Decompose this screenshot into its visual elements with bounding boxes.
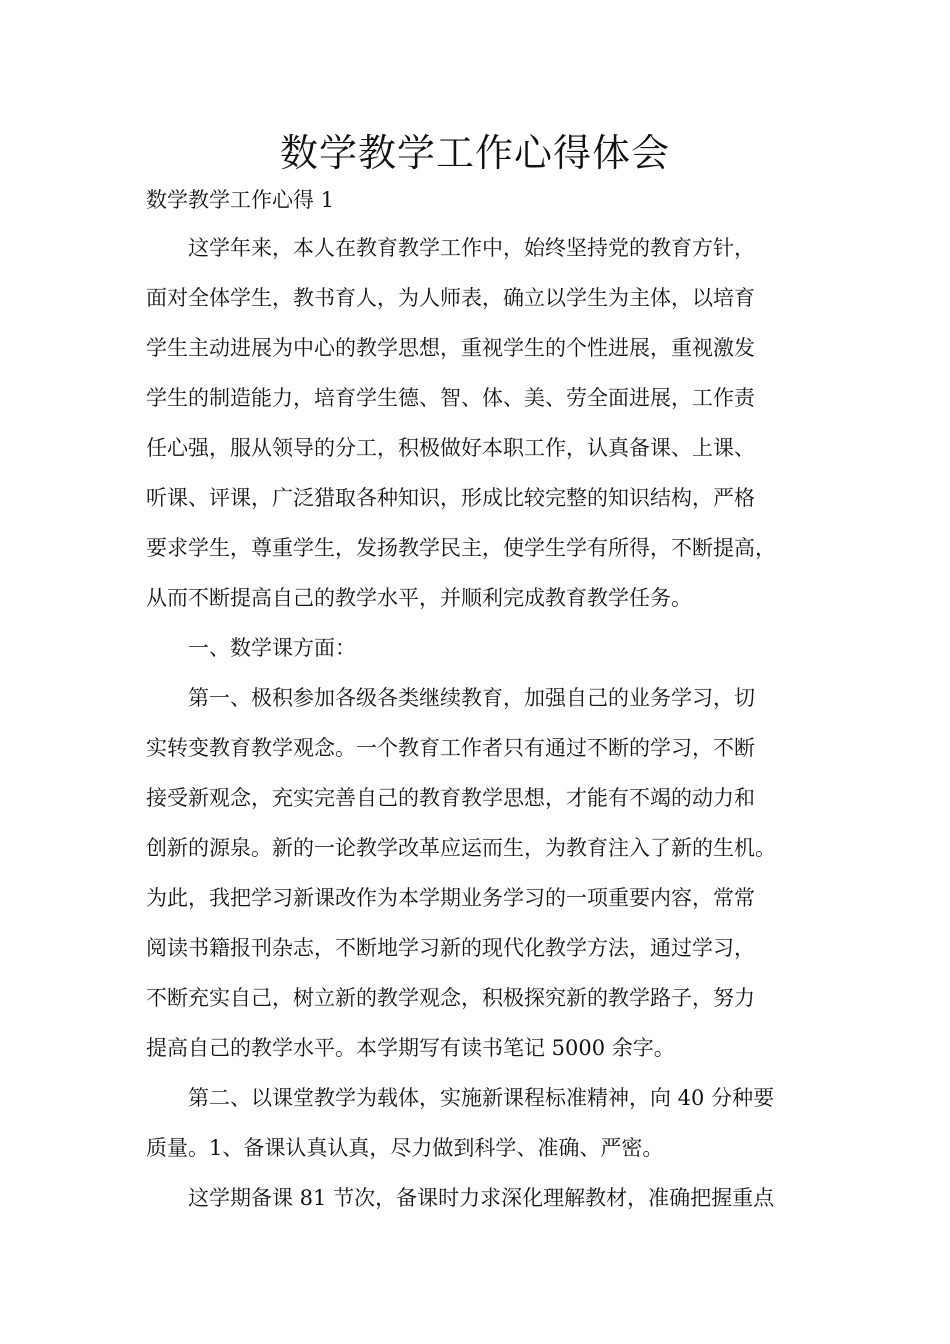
text-line: 质量。1、备课认真认真，尽力做到科学、准确、严密。 <box>146 1136 664 1160</box>
text-line: 学生的制造能力，培育学生德、智、体、美、劳全面进展，工作责 <box>146 386 755 410</box>
text-line: 这学期备课 81 节次，备课时力求深化理解教材，准确把握重点 <box>188 1186 775 1210</box>
text-line: 实转变教育教学观念。一个教育工作者只有通过不断的学习，不断 <box>146 736 755 760</box>
text-line: 任心强，服从领导的分工，积极做好本职工作，认真备课、上课、 <box>146 436 755 460</box>
text-line: 这学年来，本人在教育教学工作中，始终坚持党的教育方针， <box>188 236 755 260</box>
text-line: 学生主动进展为中心的教学思想，重视学生的个性进展，重视激发 <box>146 336 755 360</box>
text-line: 要求学生，尊重学生，发扬教学民主，使学生学有所得，不断提高， <box>146 536 776 560</box>
text-line: 接受新观念，充实完善自己的教育教学思想，才能有不竭的动力和 <box>146 786 755 810</box>
text-line: 第二、以课堂教学为载体，实施新课程标准精神，向 40 分种要 <box>188 1086 775 1110</box>
text-line: 第一、极积参加各级各类继续教育，加强自己的业务学习，切 <box>188 686 755 710</box>
text-line: 面对全体学生，教书育人，为人师表，确立以学生为主体，以培育 <box>146 286 755 310</box>
text-line: 听课、评课，广泛猎取各种知识，形成比较完整的知识结构，严格 <box>146 486 755 510</box>
text-line: 不断充实自己，树立新的教学观念，积极探究新的教学路子，努力 <box>146 986 755 1010</box>
text-line: 从而不断提高自己的教学水平，并顺利完成教育教学任务。 <box>146 586 692 610</box>
section-heading: 数学教学工作心得 1 <box>146 188 335 212</box>
text-line: 创新的源泉。新的一论教学改革应运而生，为教育注入了新的生机。 <box>146 836 776 860</box>
document-title: 数学教学工作心得体会 <box>279 131 670 175</box>
text-line: 提高自己的教学水平。本学期写有读书笔记 5000 余字。 <box>146 1036 675 1060</box>
section-title: 一、数学课方面： <box>188 636 356 660</box>
text-line: 为此，我把学习新课改作为本学期业务学习的一项重要内容，常常 <box>146 886 755 910</box>
text-line: 阅读书籍报刊杂志，不断地学习新的现代化教学方法，通过学习， <box>146 936 755 960</box>
